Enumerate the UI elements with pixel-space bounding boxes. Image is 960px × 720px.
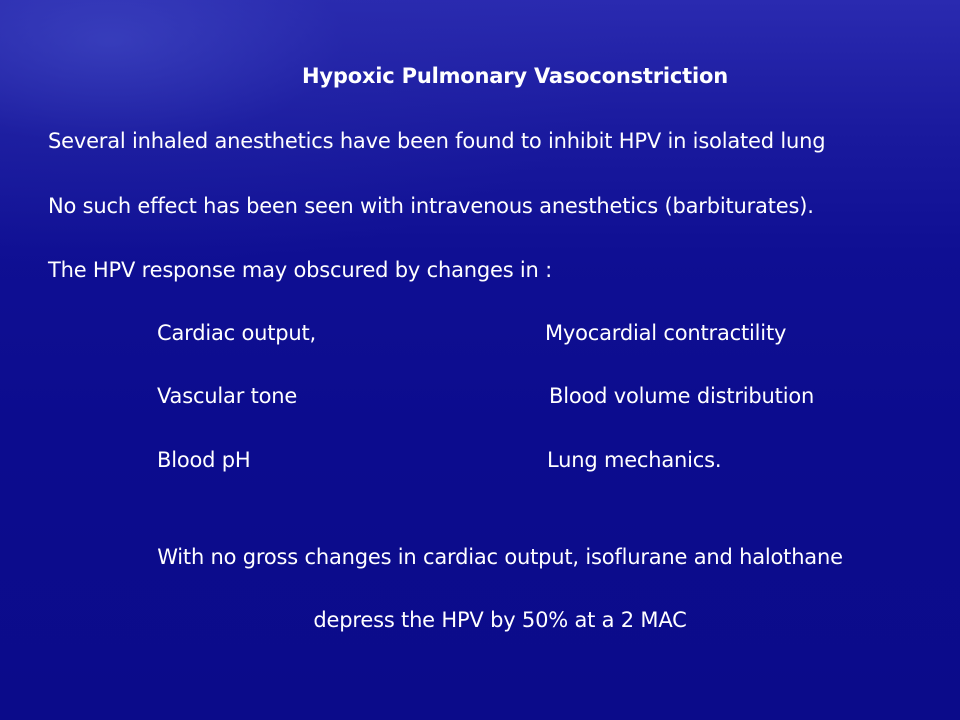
conclusion-line-2: depress the HPV by 50% at a 2 MAC [313,608,687,632]
factor-left-3: Blood pH [157,448,251,472]
conclusion-line-1: With no gross changes in cardiac output, isoflurane and halothane [157,545,843,569]
factor-left-2: Vascular tone [157,384,298,408]
factor-right-2: Blood volume distribution [549,384,815,408]
factor-right-3: Lung mechanics. [547,448,722,472]
factor-right-1: Myocardial contractility [545,321,787,345]
paragraph-2: No such effect has been seen with intravenous anesthetics (barbiturates). [48,194,814,218]
paragraph-3: The HPV response may obscured by changes in : [48,258,553,282]
factor-left-1: Cardiac output, [157,321,316,345]
slide-title: Hypoxic Pulmonary Vasoconstriction [302,64,728,88]
paragraph-1: Several inhaled anesthetics have been found to inhibit HPV in isolated lung [48,129,826,153]
